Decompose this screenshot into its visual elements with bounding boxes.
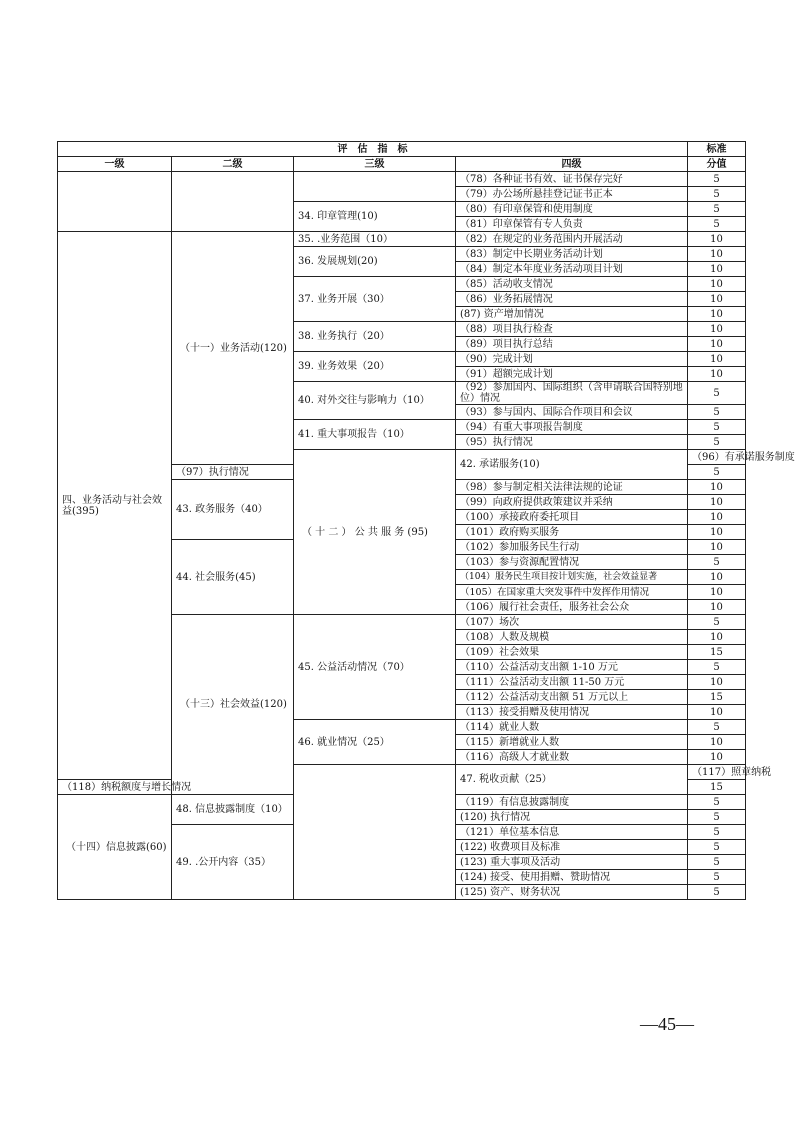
level4-item: （80）有印章保管和使用制度 xyxy=(456,202,688,217)
header-row-1 xyxy=(58,142,746,157)
score-cell: 10 xyxy=(688,322,746,337)
score-cell: 15 xyxy=(688,690,746,705)
score-cell: 5 xyxy=(688,795,746,810)
score-cell: 10 xyxy=(688,735,746,750)
level4-item: (124) 接受、使用捐赠、赞助情况 xyxy=(456,870,688,885)
level4-item: （82）在规定的业务范围内开展活动 xyxy=(456,232,688,247)
score-cell: 10 xyxy=(688,570,746,585)
score-cell: 10 xyxy=(688,307,746,322)
score-cell: 5 xyxy=(688,810,746,825)
level2-item: （十四）信息披露(60) xyxy=(58,795,172,900)
level3-item: 43. 政务服务（40） xyxy=(172,480,294,540)
score-cell: 10 xyxy=(688,525,746,540)
level4-item: （101）政府购买服务 xyxy=(456,525,688,540)
score-cell: 5 xyxy=(688,420,746,435)
score-cell: 5 xyxy=(688,825,746,840)
score-cell: 10 xyxy=(688,750,746,765)
score-cell: 5 xyxy=(688,202,746,217)
score-cell: 5 xyxy=(688,615,746,630)
score-cell: 5 xyxy=(688,720,746,735)
header-standard-bottom: 分值 xyxy=(688,157,746,172)
score-cell: 5 xyxy=(688,660,746,675)
level3-item: 36. 发展规划(20) xyxy=(294,247,456,277)
score-cell: 10 xyxy=(688,540,746,555)
level3-cell-empty xyxy=(294,172,456,202)
level4-item: （104）服务民生项目按计划实施，社会效益显著 xyxy=(456,570,688,585)
level2-item: （ 十 二 ） 公 共 服 务 (95) xyxy=(294,450,456,615)
score-cell: 15 xyxy=(688,780,746,795)
score-cell: 10 xyxy=(688,277,746,292)
score-cell: 5 xyxy=(688,465,746,480)
level4-item: （105）在国家重大突发事件中发挥作用情况 xyxy=(456,585,688,600)
score-cell: 5 xyxy=(688,172,746,187)
score-cell: 10 xyxy=(688,292,746,307)
level3-item: 44. 社会服务(45) xyxy=(172,540,294,615)
level4-item: （117）照章纳税 xyxy=(688,765,746,780)
page-number: —45— xyxy=(640,1014,694,1034)
score-cell: 5 xyxy=(688,405,746,420)
level4-item: （103）参与资源配置情况 xyxy=(456,555,688,570)
level1-cell-empty xyxy=(294,765,456,900)
score-cell: 10 xyxy=(688,262,746,277)
level4-item: （81）印章保管有专人负责 xyxy=(456,217,688,232)
score-cell: 5 xyxy=(688,870,746,885)
score-cell: 10 xyxy=(688,367,746,382)
level4-item: （108）人数及规模 xyxy=(456,630,688,645)
score-cell: 5 xyxy=(688,187,746,202)
score-cell: 10 xyxy=(688,630,746,645)
score-cell: 10 xyxy=(688,495,746,510)
level2-item: （十一）业务活动(120) xyxy=(172,232,294,465)
level4-item: （83）制定中长期业务活动计划 xyxy=(456,247,688,262)
level4-item: （98）参与制定相关法律法规的论证 xyxy=(456,480,688,495)
score-cell: 5 xyxy=(688,435,746,450)
level3-item: 37. 业务开展（30） xyxy=(294,277,456,322)
level4-item: （79）办公场所悬挂登记证书正本 xyxy=(456,187,688,202)
level4-item: （85）活动收支情况 xyxy=(456,277,688,292)
level3-item: 42. 承诺服务(10) xyxy=(456,450,688,480)
score-cell: 10 xyxy=(688,510,746,525)
level4-item: （93）参与国内、国际合作项目和会议 xyxy=(456,405,688,420)
level4-item: （88）项目执行检查 xyxy=(456,322,688,337)
score-cell: 10 xyxy=(688,675,746,690)
score-cell: 5 xyxy=(688,382,746,405)
header-row-2 xyxy=(58,157,746,172)
level3-item: 49. .公开内容（35） xyxy=(172,825,294,900)
table-row xyxy=(58,172,746,187)
level3-item: 46. 就业情况（25） xyxy=(294,720,456,765)
level1-item: 四、业务活动与社会效益(395) xyxy=(58,232,172,780)
level3-item: 38. 业务执行（20） xyxy=(294,322,456,352)
level2-cell-empty xyxy=(172,172,294,232)
level3-item: 34. 印章管理(10) xyxy=(294,202,456,232)
level4-item: （114）就业人数 xyxy=(456,720,688,735)
header-level4: 四级 xyxy=(456,157,688,172)
level3-item: 47. 税收贡献（25） xyxy=(456,765,688,795)
level4-item: （95）执行情况 xyxy=(456,435,688,450)
level4-item: （84）制定本年度业务活动项目计划 xyxy=(456,262,688,277)
level4-item: （110）公益活动支出额 1-10 万元 xyxy=(456,660,688,675)
score-cell: 5 xyxy=(688,555,746,570)
level4-item: （86）业务拓展情况 xyxy=(456,292,688,307)
level4-item: （118）纳税额度与增长情况 xyxy=(58,780,172,795)
score-cell: 10 xyxy=(688,337,746,352)
level4-item: （116）高级人才就业数 xyxy=(456,750,688,765)
level4-item: （91）超额完成计划 xyxy=(456,367,688,382)
table-row xyxy=(58,232,746,247)
level4-item: （97）执行情况 xyxy=(172,465,294,480)
score-cell: 10 xyxy=(688,585,746,600)
level3-item: 45. 公益活动情况（70） xyxy=(294,615,456,720)
level3-item: 40. 对外交往与影响力（10） xyxy=(294,382,456,420)
score-cell: 10 xyxy=(688,232,746,247)
level4-item: （121）单位基本信息 xyxy=(456,825,688,840)
header-level1: 一级 xyxy=(58,157,172,172)
header-group: 评 估 指 标 xyxy=(58,142,688,157)
score-cell: 5 xyxy=(688,840,746,855)
level4-item: （106）履行社会责任，服务社会公众 xyxy=(456,600,688,615)
header-level3: 三级 xyxy=(294,157,456,172)
level4-item: （107）场次 xyxy=(456,615,688,630)
level4-item: （90）完成计划 xyxy=(456,352,688,367)
score-cell: 15 xyxy=(688,645,746,660)
score-cell: 5 xyxy=(688,855,746,870)
level4-item: （92）参加国内、国际组织（含申请联合国特别地位）情况 xyxy=(456,382,688,405)
level4-item: （111）公益活动支出额 11-50 万元 xyxy=(456,675,688,690)
score-cell: 10 xyxy=(688,600,746,615)
evaluation-table xyxy=(57,141,795,900)
score-cell: 5 xyxy=(688,217,746,232)
level4-item: （113）接受捐赠及使用情况 xyxy=(456,705,688,720)
level4-item: (125) 资产、财务状况 xyxy=(456,885,688,900)
header-standard-top: 标准 xyxy=(688,142,746,157)
score-cell: 10 xyxy=(688,352,746,367)
level2-item: （十三）社会效益(120) xyxy=(172,615,294,795)
level3-item: 41. 重大事项报告（10） xyxy=(294,420,456,450)
level4-item: （109）社会效果 xyxy=(456,645,688,660)
level4-item: (122) 收费项目及标准 xyxy=(456,840,688,855)
level3-item: 35. .业务范围（10） xyxy=(294,232,456,247)
level4-item: （100）承接政府委托项目 xyxy=(456,510,688,525)
level4-item: (120) 执行情况 xyxy=(456,810,688,825)
score-cell: 10 xyxy=(688,705,746,720)
score-cell: 5 xyxy=(688,885,746,900)
level4-item: （102）参加服务民生行动 xyxy=(456,540,688,555)
level3-item: 48. 信息披露制度（10） xyxy=(172,795,294,825)
level4-item: (123) 重大事项及活动 xyxy=(456,855,688,870)
level3-item: 39. 业务效果（20） xyxy=(294,352,456,382)
score-cell: 10 xyxy=(688,247,746,262)
level1-cell-empty xyxy=(58,172,172,232)
level4-item: （99）向政府提供政策建议并采纳 xyxy=(456,495,688,510)
level4-item: （115）新增就业人数 xyxy=(456,735,688,750)
level4-item: （96）有承诺服务制度 xyxy=(688,450,746,465)
level4-item: (87) 资产增加情况 xyxy=(456,307,688,322)
level4-item: （78）各种证书有效、证书保存完好 xyxy=(456,172,688,187)
level4-item: （112）公益活动支出额 51 万元以上 xyxy=(456,690,688,705)
level4-item: （119）有信息披露制度 xyxy=(456,795,688,810)
score-cell: 10 xyxy=(688,480,746,495)
header-level2: 二级 xyxy=(172,157,294,172)
level4-item: （94）有重大事项报告制度 xyxy=(456,420,688,435)
level4-item: （89）项目执行总结 xyxy=(456,337,688,352)
